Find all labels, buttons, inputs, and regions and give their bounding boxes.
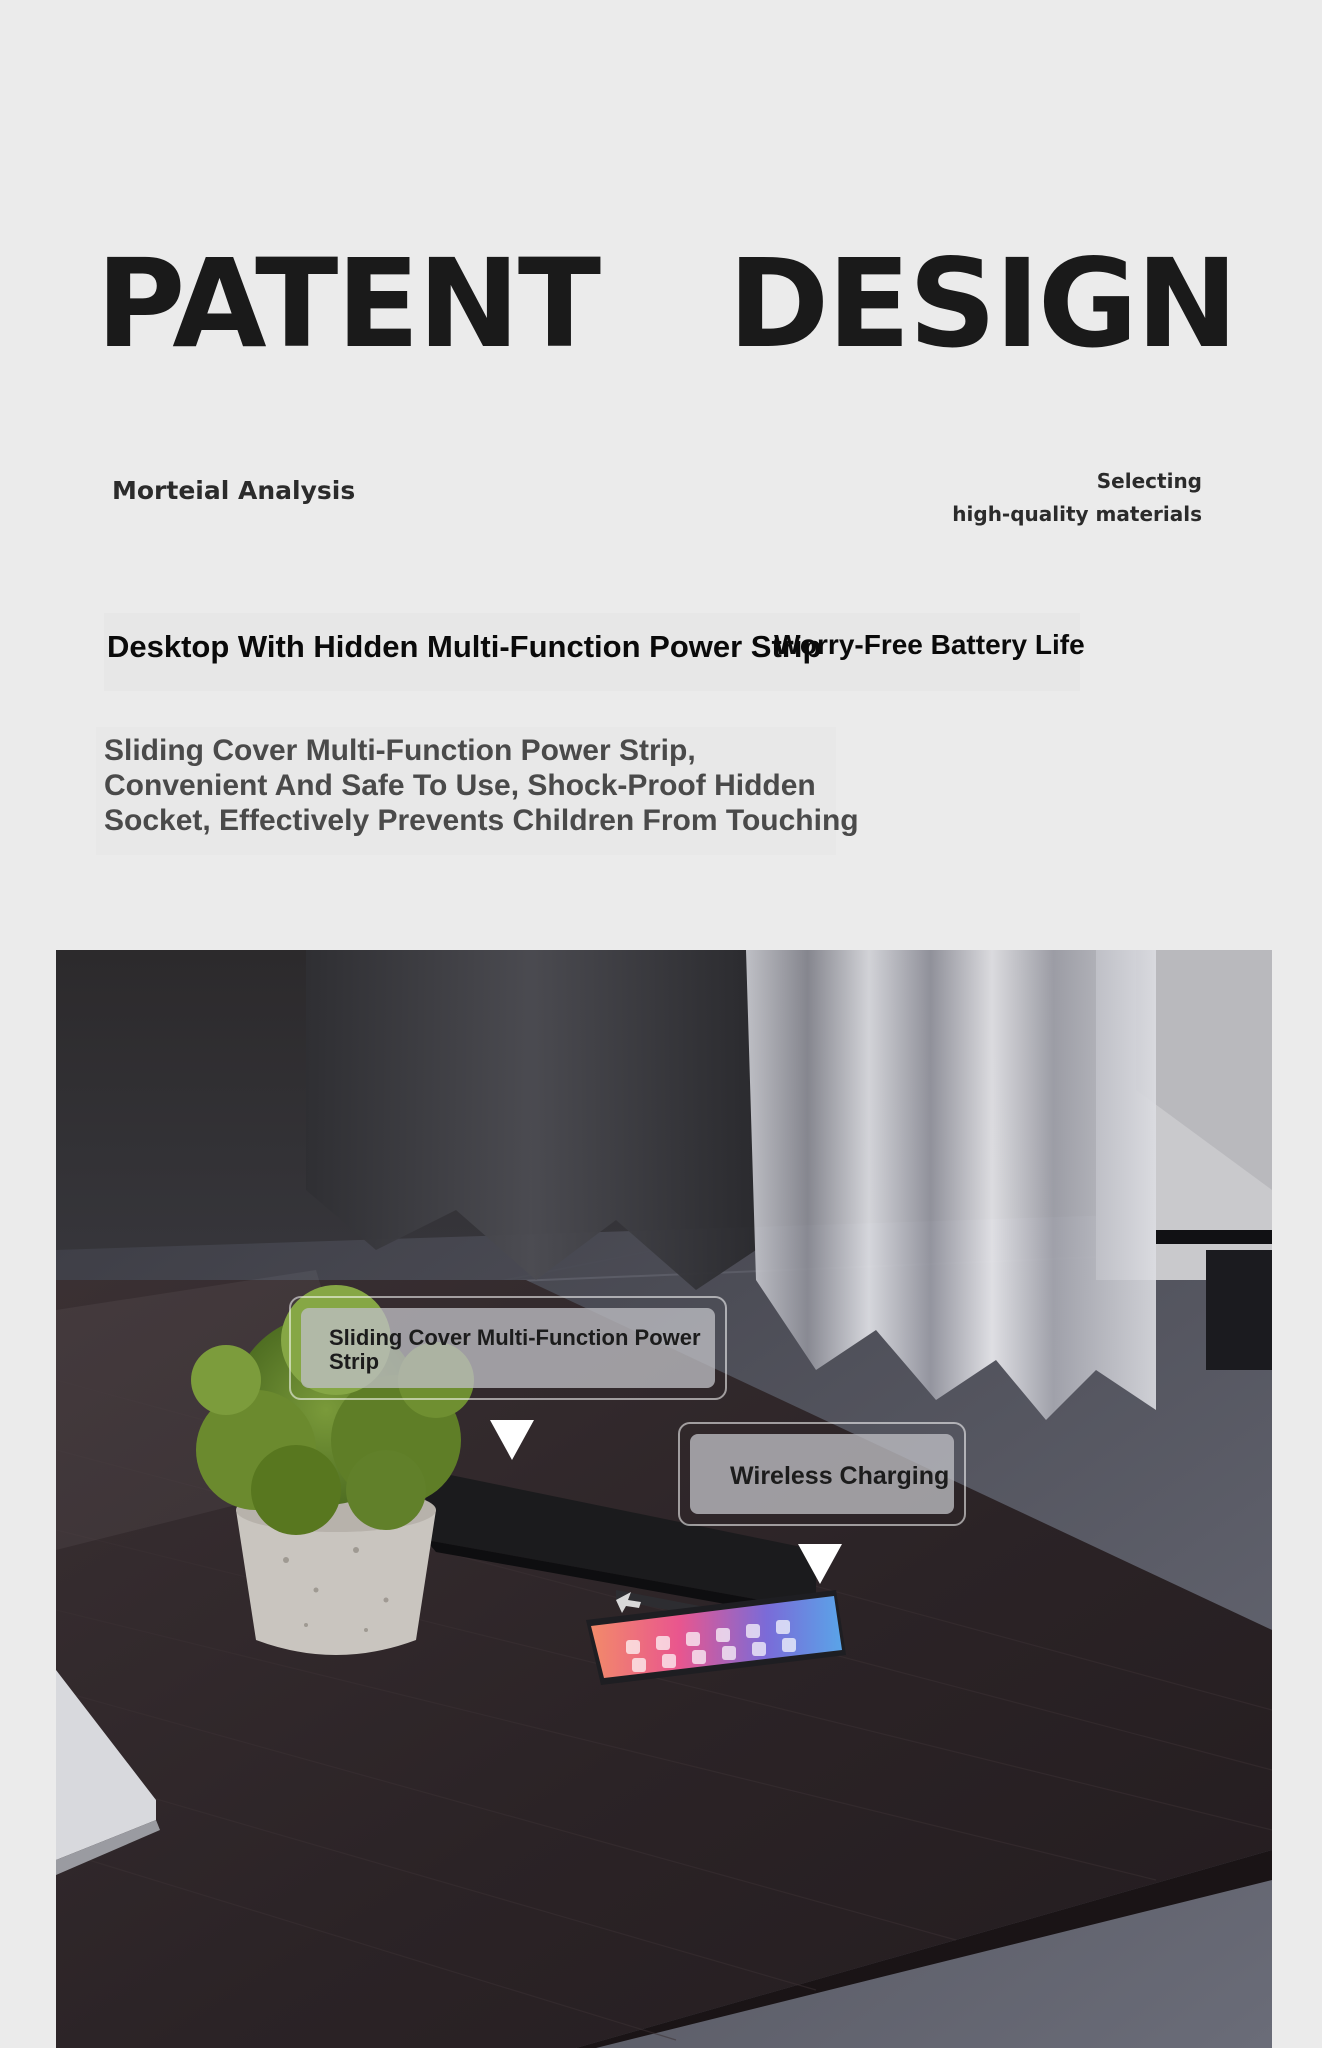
- headline-patent: PATENT: [96, 233, 600, 375]
- product-photo: [56, 950, 1272, 2048]
- feature-power-strip: Desktop With Hidden Multi-Function Power Strip: [107, 629, 822, 664]
- headline-design: DESIGN: [728, 233, 1237, 375]
- quality-line-1: Selecting: [1096, 469, 1202, 493]
- callout-sliding-label: Sliding Cover Multi-Function Power Strip: [329, 1325, 701, 1374]
- feature-battery-life: Worry-Free Battery Life: [774, 629, 1085, 660]
- desk-scene-illustration: [56, 950, 1272, 2048]
- quality-materials-label: [952, 465, 1202, 531]
- quality-line-2: high-quality materials: [952, 502, 1202, 526]
- callout-wireless-label: Wireless Charging: [730, 1462, 950, 1490]
- material-analysis-label: Morteial Analysis: [112, 476, 356, 505]
- description-line-2: Convenient And Safe To Use, Shock-Proof Hidden: [104, 769, 816, 802]
- down-arrow-icon: [798, 1544, 842, 1584]
- down-arrow-icon: [490, 1420, 534, 1460]
- description-line-3: Socket, Effectively Prevents Children From Touching: [104, 804, 859, 837]
- callout-wireless-charging: [678, 1422, 966, 1526]
- callout-sliding-cover: [289, 1296, 727, 1400]
- description-line-1: Sliding Cover Multi-Function Power Strip,: [104, 734, 696, 767]
- product-description: [104, 733, 894, 838]
